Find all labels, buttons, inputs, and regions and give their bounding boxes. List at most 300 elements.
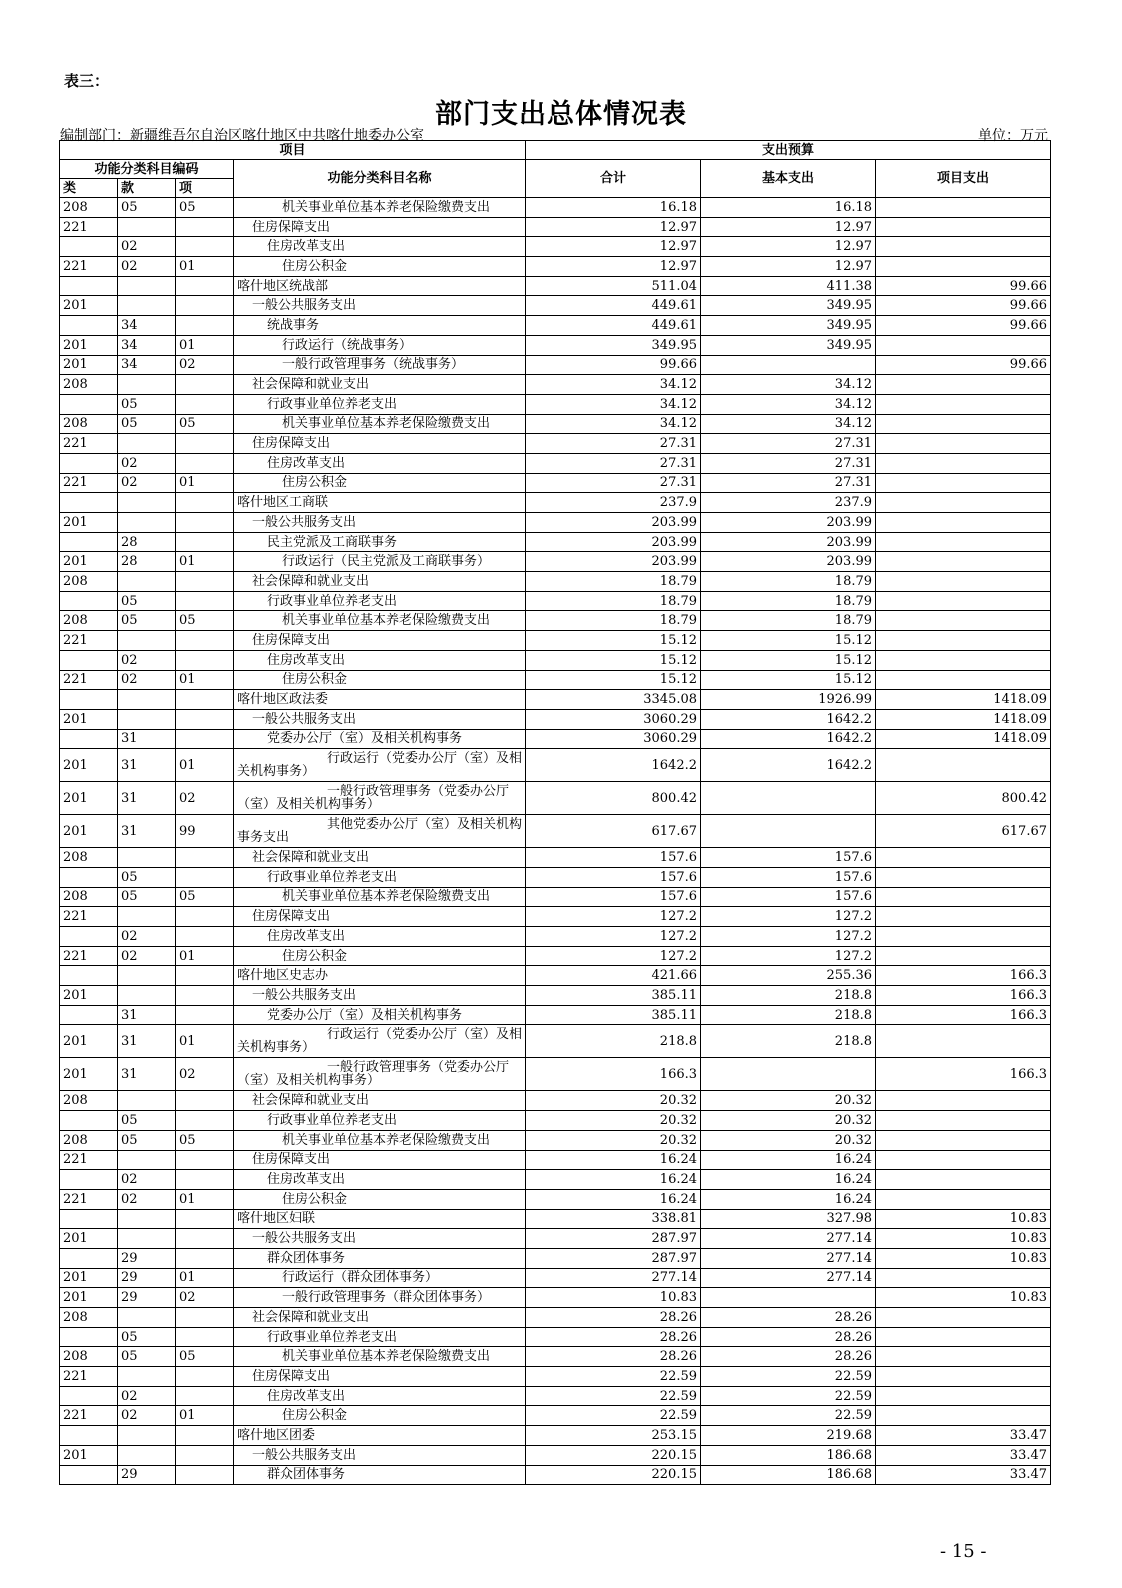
cell-total: 3345.08 <box>526 690 701 710</box>
cell-basic: 20.32 <box>701 1130 876 1150</box>
cell-project <box>876 217 1051 237</box>
cell-basic: 327.98 <box>701 1209 876 1229</box>
cell-kuan: 31 <box>118 1025 176 1058</box>
cell-name: 行政事业单位养老支出 <box>234 867 526 887</box>
cell-basic: 218.8 <box>701 1005 876 1025</box>
cell-total: 157.6 <box>526 867 701 887</box>
cell-name: 行政运行（党委办公厅（室）及相关机构事务） <box>234 1025 526 1058</box>
cell-total: 218.8 <box>526 1025 701 1058</box>
cell-xiang <box>176 453 234 473</box>
cell-project: 33.47 <box>876 1445 1051 1465</box>
cell-lei: 221 <box>60 1150 118 1170</box>
cell-project <box>876 453 1051 473</box>
cell-kuan <box>118 1150 176 1170</box>
cell-kuan <box>118 966 176 986</box>
cell-name: 住房改革支出 <box>234 453 526 473</box>
cell-xiang <box>176 709 234 729</box>
cell-project <box>876 434 1051 454</box>
cell-kuan: 02 <box>118 1406 176 1426</box>
table-row <box>60 631 1051 651</box>
cell-basic: 16.24 <box>701 1189 876 1209</box>
cell-lei <box>60 690 118 710</box>
cell-xiang: 99 <box>176 815 234 848</box>
table-row <box>60 532 1051 552</box>
cell-basic <box>701 355 876 375</box>
cell-kuan: 34 <box>118 335 176 355</box>
cell-total: 22.59 <box>526 1386 701 1406</box>
cell-lei <box>60 927 118 947</box>
cell-total: 277.14 <box>526 1268 701 1288</box>
cell-kuan <box>118 572 176 592</box>
header-kuan: 款 <box>118 179 176 198</box>
cell-project: 10.83 <box>876 1229 1051 1249</box>
cell-basic: 237.9 <box>701 493 876 513</box>
cell-kuan <box>118 434 176 454</box>
table-row <box>60 867 1051 887</box>
cell-basic <box>701 782 876 815</box>
cell-total: 617.67 <box>526 815 701 848</box>
cell-name: 统战事务 <box>234 316 526 336</box>
table-row <box>60 670 1051 690</box>
cell-basic <box>701 815 876 848</box>
cell-basic: 15.12 <box>701 670 876 690</box>
cell-kuan <box>118 631 176 651</box>
cell-xiang: 01 <box>176 257 234 277</box>
cell-total: 16.18 <box>526 198 701 218</box>
cell-kuan <box>118 1426 176 1446</box>
table-row <box>60 782 1051 815</box>
cell-total: 34.12 <box>526 394 701 414</box>
cell-basic: 203.99 <box>701 513 876 533</box>
cell-project <box>876 631 1051 651</box>
table-row <box>60 1058 1051 1091</box>
cell-kuan: 02 <box>118 650 176 670</box>
cell-kuan: 34 <box>118 316 176 336</box>
expenditure-table <box>59 140 1051 1485</box>
cell-basic: 186.68 <box>701 1465 876 1485</box>
header-item: 项目 <box>60 141 526 160</box>
cell-lei: 208 <box>60 1130 118 1150</box>
table-row <box>60 572 1051 592</box>
cell-lei <box>60 493 118 513</box>
cell-project <box>876 1130 1051 1150</box>
cell-xiang <box>176 907 234 927</box>
cell-lei: 208 <box>60 887 118 907</box>
cell-name: 一般行政管理事务（党委办公厅（室）及相关机构事务） <box>234 782 526 815</box>
cell-basic: 203.99 <box>701 552 876 572</box>
cell-xiang: 02 <box>176 1058 234 1091</box>
cell-name: 机关事业单位基本养老保险缴费支出 <box>234 198 526 218</box>
cell-xiang <box>176 296 234 316</box>
cell-name: 住房公积金 <box>234 670 526 690</box>
cell-name: 住房改革支出 <box>234 927 526 947</box>
cell-kuan: 02 <box>118 473 176 493</box>
cell-basic: 16.24 <box>701 1170 876 1190</box>
cell-total: 237.9 <box>526 493 701 513</box>
cell-kuan: 02 <box>118 257 176 277</box>
cell-lei <box>60 1005 118 1025</box>
table-row <box>60 907 1051 927</box>
cell-total: 338.81 <box>526 1209 701 1229</box>
cell-name: 住房公积金 <box>234 946 526 966</box>
cell-project: 800.42 <box>876 782 1051 815</box>
table-row <box>60 1229 1051 1249</box>
table-row <box>60 1248 1051 1268</box>
cell-kuan: 02 <box>118 670 176 690</box>
cell-name: 住房改革支出 <box>234 650 526 670</box>
cell-kuan: 05 <box>118 1327 176 1347</box>
cell-kuan: 29 <box>118 1465 176 1485</box>
cell-lei: 208 <box>60 198 118 218</box>
cell-lei: 208 <box>60 572 118 592</box>
table-row <box>60 276 1051 296</box>
cell-xiang: 01 <box>176 1189 234 1209</box>
cell-kuan <box>118 690 176 710</box>
cell-name: 行政事业单位养老支出 <box>234 1111 526 1131</box>
table-body <box>60 198 1051 1485</box>
cell-kuan <box>118 493 176 513</box>
table-row <box>60 1150 1051 1170</box>
table-row <box>60 1189 1051 1209</box>
cell-kuan <box>118 1367 176 1387</box>
cell-total: 15.12 <box>526 631 701 651</box>
cell-basic: 34.12 <box>701 414 876 434</box>
cell-name: 群众团体事务 <box>234 1465 526 1485</box>
cell-xiang: 01 <box>176 1406 234 1426</box>
cell-total: 28.26 <box>526 1347 701 1367</box>
cell-name: 行政运行（党委办公厅（室）及相关机构事务） <box>234 749 526 782</box>
cell-total: 385.11 <box>526 986 701 1006</box>
cell-project <box>876 237 1051 257</box>
cell-name: 住房保障支出 <box>234 1367 526 1387</box>
cell-xiang: 05 <box>176 611 234 631</box>
cell-xiang <box>176 493 234 513</box>
table-row <box>60 1347 1051 1367</box>
cell-project: 99.66 <box>876 296 1051 316</box>
cell-name: 机关事业单位基本养老保险缴费支出 <box>234 887 526 907</box>
cell-lei: 201 <box>60 1058 118 1091</box>
cell-lei: 208 <box>60 414 118 434</box>
cell-total: 20.32 <box>526 1111 701 1131</box>
cell-total: 18.79 <box>526 611 701 631</box>
cell-xiang <box>176 394 234 414</box>
table-row <box>60 1308 1051 1328</box>
cell-xiang: 02 <box>176 355 234 375</box>
table-row <box>60 1406 1051 1426</box>
cell-total: 203.99 <box>526 552 701 572</box>
cell-lei <box>60 237 118 257</box>
cell-name: 民主党派及工商联事务 <box>234 532 526 552</box>
cell-lei <box>60 1111 118 1131</box>
cell-total: 203.99 <box>526 532 701 552</box>
cell-basic: 127.2 <box>701 927 876 947</box>
compiling-department: 编制部门：新疆维吾尔自治区喀什地区中共喀什地委办公室 <box>60 128 424 144</box>
cell-name: 一般行政管理事务（群众团体事务） <box>234 1288 526 1308</box>
cell-project: 99.66 <box>876 355 1051 375</box>
unit-label: 单位：万元 <box>978 128 1048 144</box>
cell-basic: 16.24 <box>701 1150 876 1170</box>
cell-xiang <box>176 966 234 986</box>
cell-kuan <box>118 1091 176 1111</box>
cell-xiang: 01 <box>176 1025 234 1058</box>
cell-basic: 20.32 <box>701 1091 876 1111</box>
cell-kuan: 31 <box>118 1058 176 1091</box>
cell-total: 28.26 <box>526 1308 701 1328</box>
cell-lei: 201 <box>60 1288 118 1308</box>
cell-project <box>876 749 1051 782</box>
table-row <box>60 1025 1051 1058</box>
cell-basic: 15.12 <box>701 650 876 670</box>
header-lei: 类 <box>60 179 118 198</box>
cell-total: 127.2 <box>526 907 701 927</box>
cell-project <box>876 375 1051 395</box>
table-row <box>60 650 1051 670</box>
cell-project <box>876 257 1051 277</box>
cell-project <box>876 591 1051 611</box>
cell-name: 喀什地区政法委 <box>234 690 526 710</box>
cell-name: 行政事业单位养老支出 <box>234 394 526 414</box>
header-code: 功能分类科目编码 <box>60 160 234 179</box>
cell-basic: 277.14 <box>701 1229 876 1249</box>
cell-kuan: 31 <box>118 782 176 815</box>
table-row <box>60 1170 1051 1190</box>
cell-basic: 203.99 <box>701 532 876 552</box>
cell-total: 27.31 <box>526 434 701 454</box>
cell-project <box>876 907 1051 927</box>
cell-name: 住房保障支出 <box>234 217 526 237</box>
cell-project <box>876 1111 1051 1131</box>
cell-basic: 1642.2 <box>701 749 876 782</box>
cell-lei: 221 <box>60 473 118 493</box>
cell-name: 住房改革支出 <box>234 1170 526 1190</box>
cell-total: 3060.29 <box>526 729 701 749</box>
cell-lei: 201 <box>60 709 118 729</box>
cell-project: 166.3 <box>876 1058 1051 1091</box>
header-xiang: 项 <box>176 179 234 198</box>
cell-total: 449.61 <box>526 316 701 336</box>
cell-name: 机关事业单位基本养老保险缴费支出 <box>234 1130 526 1150</box>
cell-project <box>876 414 1051 434</box>
cell-project: 1418.09 <box>876 729 1051 749</box>
cell-lei: 208 <box>60 848 118 868</box>
table-row <box>60 749 1051 782</box>
cell-name: 住房公积金 <box>234 257 526 277</box>
table-row <box>60 946 1051 966</box>
cell-total: 28.26 <box>526 1327 701 1347</box>
cell-project <box>876 1406 1051 1426</box>
table-row <box>60 335 1051 355</box>
cell-total: 10.83 <box>526 1288 701 1308</box>
cell-name: 住房公积金 <box>234 473 526 493</box>
cell-name: 住房改革支出 <box>234 237 526 257</box>
cell-name: 机关事业单位基本养老保险缴费支出 <box>234 414 526 434</box>
cell-lei: 221 <box>60 670 118 690</box>
cell-kuan: 34 <box>118 355 176 375</box>
cell-kuan: 29 <box>118 1288 176 1308</box>
cell-basic: 127.2 <box>701 946 876 966</box>
cell-project: 99.66 <box>876 276 1051 296</box>
cell-lei: 221 <box>60 946 118 966</box>
table-row <box>60 434 1051 454</box>
cell-xiang <box>176 1005 234 1025</box>
cell-name: 喀什地区工商联 <box>234 493 526 513</box>
cell-xiang <box>176 572 234 592</box>
cell-lei: 201 <box>60 296 118 316</box>
cell-basic: 186.68 <box>701 1445 876 1465</box>
table-row <box>60 375 1051 395</box>
header-project: 项目支出 <box>876 160 1051 198</box>
cell-lei: 208 <box>60 375 118 395</box>
cell-xiang <box>176 1111 234 1131</box>
cell-kuan <box>118 848 176 868</box>
cell-lei <box>60 1209 118 1229</box>
cell-name: 住房保障支出 <box>234 631 526 651</box>
cell-name: 一般公共服务支出 <box>234 1229 526 1249</box>
cell-kuan <box>118 217 176 237</box>
cell-kuan: 31 <box>118 815 176 848</box>
header-budget: 支出预算 <box>526 141 1051 160</box>
cell-kuan: 02 <box>118 946 176 966</box>
cell-lei <box>60 276 118 296</box>
cell-total: 15.12 <box>526 670 701 690</box>
cell-lei: 208 <box>60 611 118 631</box>
cell-project <box>876 848 1051 868</box>
cell-name: 社会保障和就业支出 <box>234 1091 526 1111</box>
cell-total: 20.32 <box>526 1130 701 1150</box>
page-title: 部门支出总体情况表 <box>435 99 687 130</box>
cell-xiang: 05 <box>176 1347 234 1367</box>
cell-basic: 15.12 <box>701 631 876 651</box>
cell-name: 住房改革支出 <box>234 1386 526 1406</box>
cell-xiang <box>176 532 234 552</box>
cell-lei: 201 <box>60 1025 118 1058</box>
table-tag: 表三： <box>64 72 110 90</box>
cell-project <box>876 532 1051 552</box>
cell-lei: 221 <box>60 257 118 277</box>
cell-project <box>876 1327 1051 1347</box>
cell-lei: 201 <box>60 815 118 848</box>
cell-lei <box>60 532 118 552</box>
cell-name: 行政事业单位养老支出 <box>234 591 526 611</box>
cell-lei <box>60 1170 118 1190</box>
cell-name: 社会保障和就业支出 <box>234 572 526 592</box>
cell-project: 166.3 <box>876 1005 1051 1025</box>
table-row <box>60 1386 1051 1406</box>
cell-lei <box>60 966 118 986</box>
cell-kuan: 29 <box>118 1248 176 1268</box>
cell-project <box>876 946 1051 966</box>
cell-basic: 157.6 <box>701 887 876 907</box>
table-row <box>60 1445 1051 1465</box>
table-row <box>60 709 1051 729</box>
table-row <box>60 1005 1051 1025</box>
cell-xiang <box>176 1426 234 1446</box>
cell-name: 一般公共服务支出 <box>234 1445 526 1465</box>
cell-basic: 22.59 <box>701 1406 876 1426</box>
table-row <box>60 257 1051 277</box>
cell-name: 行政运行（群众团体事务） <box>234 1268 526 1288</box>
cell-total: 166.3 <box>526 1058 701 1091</box>
cell-lei <box>60 1386 118 1406</box>
cell-kuan <box>118 375 176 395</box>
cell-lei: 221 <box>60 1189 118 1209</box>
cell-lei <box>60 591 118 611</box>
cell-total: 15.12 <box>526 650 701 670</box>
cell-xiang <box>176 316 234 336</box>
cell-total: 127.2 <box>526 946 701 966</box>
table-row <box>60 611 1051 631</box>
cell-project <box>876 927 1051 947</box>
cell-kuan: 05 <box>118 394 176 414</box>
header-total: 合计 <box>526 160 701 198</box>
cell-project: 10.83 <box>876 1209 1051 1229</box>
cell-lei: 201 <box>60 986 118 1006</box>
cell-kuan <box>118 1445 176 1465</box>
cell-basic: 22.59 <box>701 1386 876 1406</box>
cell-lei: 201 <box>60 1229 118 1249</box>
cell-basic: 28.26 <box>701 1347 876 1367</box>
cell-kuan: 31 <box>118 729 176 749</box>
cell-xiang <box>176 729 234 749</box>
table-row <box>60 552 1051 572</box>
cell-total: 20.32 <box>526 1091 701 1111</box>
table-row <box>60 237 1051 257</box>
cell-kuan: 02 <box>118 1189 176 1209</box>
cell-kuan: 05 <box>118 198 176 218</box>
cell-basic: 218.8 <box>701 1025 876 1058</box>
cell-basic: 411.38 <box>701 276 876 296</box>
cell-lei: 201 <box>60 1268 118 1288</box>
cell-lei: 221 <box>60 631 118 651</box>
cell-basic <box>701 1288 876 1308</box>
cell-xiang <box>176 650 234 670</box>
cell-basic: 28.26 <box>701 1327 876 1347</box>
table-row <box>60 394 1051 414</box>
cell-name: 一般公共服务支出 <box>234 709 526 729</box>
cell-basic: 349.95 <box>701 296 876 316</box>
cell-lei: 221 <box>60 1367 118 1387</box>
cell-basic: 34.12 <box>701 394 876 414</box>
cell-xiang <box>176 1327 234 1347</box>
cell-total: 287.97 <box>526 1229 701 1249</box>
cell-basic: 218.8 <box>701 986 876 1006</box>
cell-xiang <box>176 237 234 257</box>
cell-lei: 201 <box>60 749 118 782</box>
cell-kuan: 28 <box>118 552 176 572</box>
cell-xiang <box>176 1465 234 1485</box>
cell-name: 喀什地区统战部 <box>234 276 526 296</box>
cell-xiang: 05 <box>176 414 234 434</box>
cell-kuan: 05 <box>118 1111 176 1131</box>
cell-kuan: 05 <box>118 611 176 631</box>
cell-name: 社会保障和就业支出 <box>234 1308 526 1328</box>
cell-basic: 1642.2 <box>701 729 876 749</box>
cell-project <box>876 1386 1051 1406</box>
cell-project <box>876 1268 1051 1288</box>
cell-name: 一般行政管理事务（党委办公厅（室）及相关机构事务） <box>234 1058 526 1091</box>
cell-lei: 221 <box>60 434 118 454</box>
cell-basic: 18.79 <box>701 611 876 631</box>
cell-project <box>876 198 1051 218</box>
cell-basic: 1642.2 <box>701 709 876 729</box>
table-row <box>60 848 1051 868</box>
cell-xiang: 05 <box>176 887 234 907</box>
cell-xiang: 01 <box>176 473 234 493</box>
cell-xiang: 01 <box>176 670 234 690</box>
cell-xiang <box>176 1248 234 1268</box>
cell-name: 社会保障和就业支出 <box>234 848 526 868</box>
cell-total: 22.59 <box>526 1367 701 1387</box>
